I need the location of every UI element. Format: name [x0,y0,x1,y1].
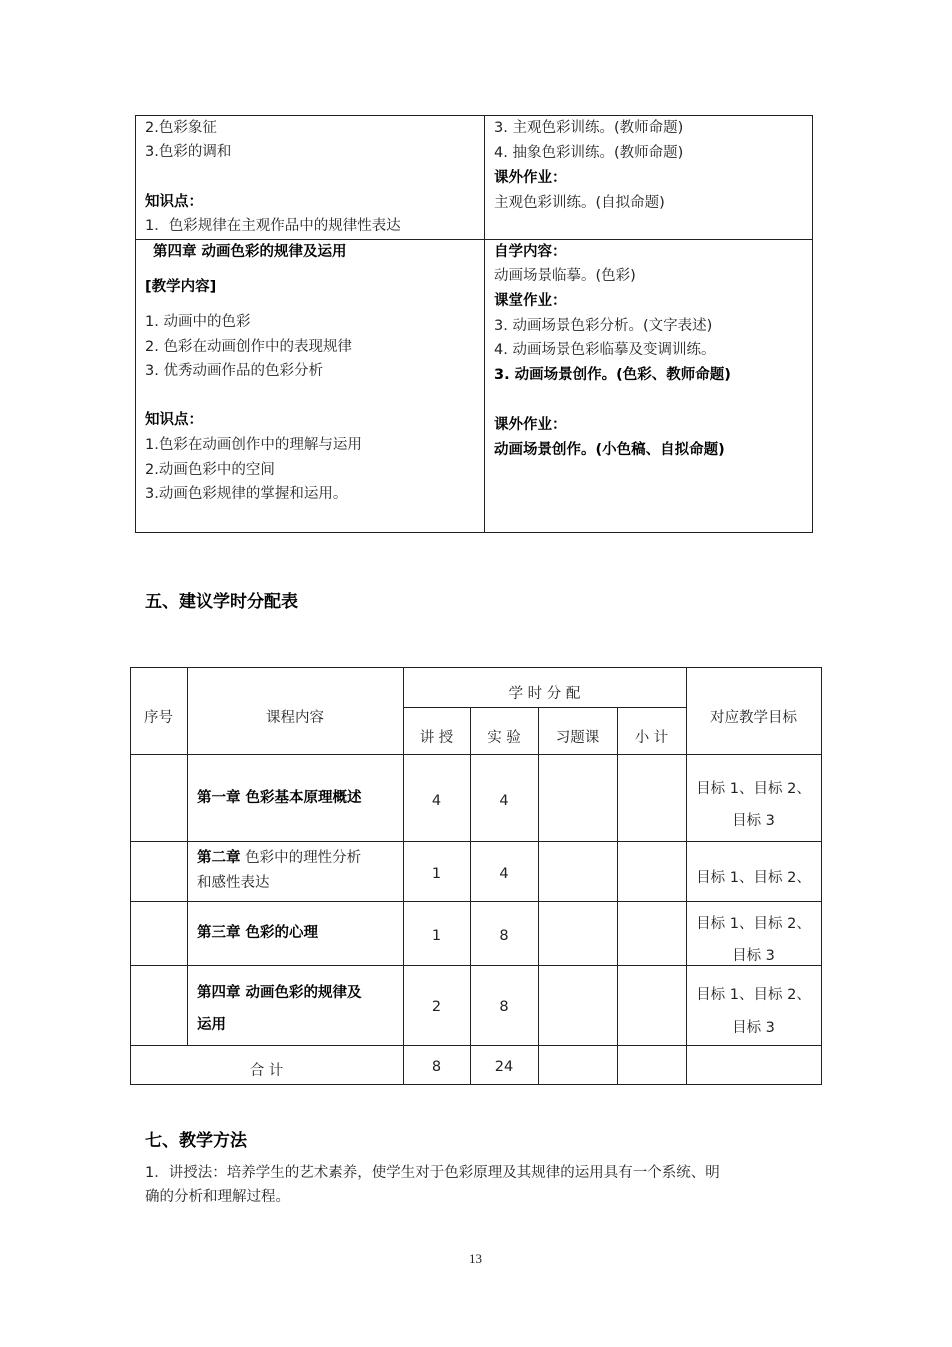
header-no: 序号 [144,710,173,726]
page-number: 13 [469,1251,482,1266]
total-lecture: 8 [431,1059,442,1075]
row-goal: 目标 1、目标 2、 [696,781,811,797]
header-exercise: 习题课 [555,730,600,746]
row-lab: 8 [499,999,509,1015]
section-title: 五、建议学时分配表 [145,592,298,612]
row-lecture: 2 [431,999,442,1015]
row1-right-line: 3. 主观色彩训练。(教师命题) [494,120,684,136]
row-goal: 目标 1、目标 2、 [696,916,811,932]
chapter-title: 第四章 动画色彩的规律及运用 [153,244,347,260]
row-goal: 目标 1、目标 2、 [696,870,811,886]
knowledge-heading: 知识点： [145,412,203,428]
total-label: 合 计 [249,1063,284,1079]
content-heading: [教学内容] [145,279,217,295]
row-chapter-bold: 第二章 [197,850,241,866]
homework-content: 动画场景创作。(小色稿、自拟命题) [494,442,725,458]
row-chapter [197,849,361,867]
classwork-item: 3. 动画场景色彩分析。(文字表述) [494,318,713,334]
knowledge-item: 1.色彩在动画创作中的理解与运用 [145,437,362,453]
self-study-content: 动画场景临摹。(色彩) [494,268,636,284]
section-title: 七、教学方法 [145,1131,247,1151]
row-chapter-line2: 运用 [197,1017,226,1033]
row-lecture: 1 [431,866,442,882]
paragraph-line: 确的分析和理解过程。 [145,1189,290,1205]
content-item: 2. 色彩在动画创作中的表现规律 [145,339,352,355]
row-chapter: 第一章 色彩基本原理概述 [197,790,362,806]
row-lab: 8 [499,928,509,944]
row-chapter: 第四章 动画色彩的规律及 [197,985,362,1001]
row-lecture: 4 [431,793,442,809]
paragraph-line: 1．讲授法：培养学生的艺术素养，使学生对于色彩原理及其规律的运用具有一个系统、明 [145,1165,720,1181]
row-chapter-line2: 和感性表达 [197,875,270,891]
row-chapter-rest: 色彩中的理性分析 [240,850,362,866]
row-lab: 4 [499,793,509,809]
classwork-item: 4. 动画场景色彩临摹及变调训练。 [494,342,716,358]
knowledge-heading: 知识点： [145,194,203,210]
row1-right-line: 主观色彩训练。(自拟命题) [494,195,665,211]
header-content: 课程内容 [266,710,324,726]
row1-right-line: 4. 抽象色彩训练。(教师命题) [494,145,684,161]
homework-heading: 课外作业： [494,417,567,433]
row1-left-line: 1．色彩规律在主观作品中的规律性表达 [145,218,401,234]
header-subtotal: 小 计 [634,730,669,746]
header-alloc: 学 时 分 配 [508,686,581,702]
row-goal: 目标 3 [732,948,775,964]
row-goal: 目标 3 [732,1020,775,1036]
method-paragraph [145,1161,720,1209]
classwork-item-bold: 3. 动画场景创作。(色彩、教师命题) [494,367,731,383]
row1-left-line: 2.色彩象征 [145,120,217,136]
content-item: 3. 优秀动画作品的色彩分析 [145,363,323,379]
row-lecture: 1 [431,928,442,944]
content-item: 1. 动画中的色彩 [145,314,251,330]
self-study-heading: 自学内容： [494,244,567,260]
homework-heading: 课外作业： [494,170,567,186]
header-lab: 实 验 [487,730,521,746]
header-lecture: 讲 授 [419,730,454,746]
header-goal: 对应教学目标 [710,710,797,726]
row-lab: 4 [499,866,509,882]
row-chapter: 第三章 色彩的心理 [197,925,319,941]
row1-left-line: 3.色彩的调和 [145,144,232,160]
classwork-heading: 课堂作业： [494,293,567,309]
row-goal: 目标 3 [732,813,775,829]
total-lab: 24 [494,1059,514,1075]
knowledge-item: 2.动画色彩中的空间 [145,462,275,478]
knowledge-item: 3.动画色彩规律的掌握和运用。 [145,486,348,502]
row-goal: 目标 1、目标 2、 [696,987,811,1003]
